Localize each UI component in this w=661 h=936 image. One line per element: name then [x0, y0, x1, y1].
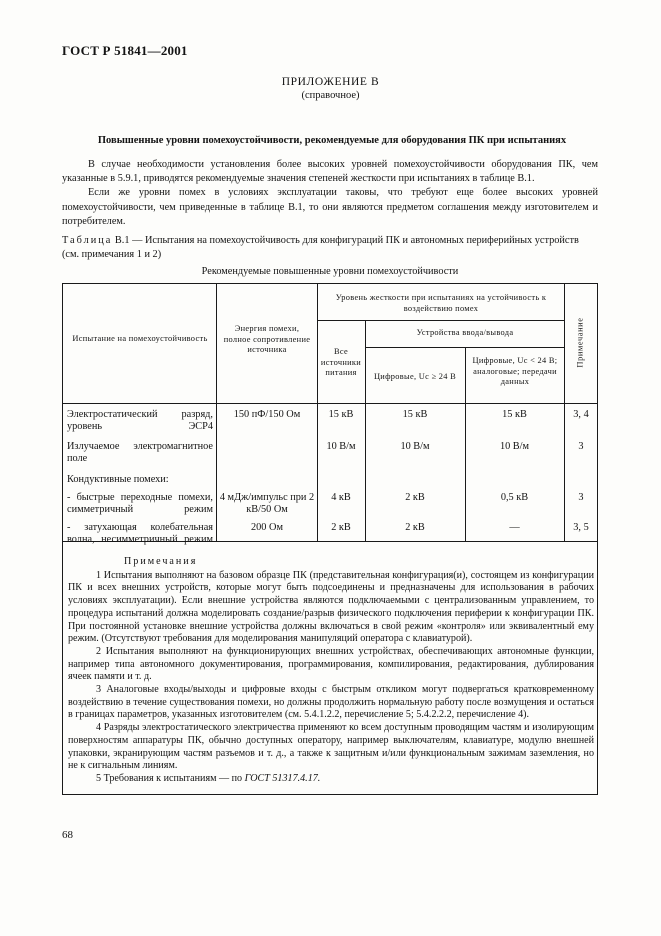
row-1-test: Электростатический разряд, уровень ЭСР4: [67, 409, 213, 432]
table-caption-prefix: Таблица: [62, 235, 113, 246]
intro-paragraph-2: Если же уровни помех в условиях эксплуатации таковы, что требуют еще более высоких уровней помехоустойчивости, чем приведенные в таблице В.1, то они являются предметом соглашения между изготовителем и потребителем.: [62, 187, 598, 227]
header-test: Испытание на помехоустойчивость: [72, 334, 208, 343]
table-subtitle: Рекомендуемые повышенные уровни помехоустойчивости: [201, 266, 459, 277]
intro-paragraph-1: В случае необходимости установления более высоких уровней помехоустойчивости оборудования ПК, чем указанные в 5.9.1, приводятся рекомендуемые значения степеней жесткости при испытаниях в таблице В.1.: [62, 159, 598, 185]
row-4-digital-ge: 2 кВ: [405, 492, 425, 503]
note-4: 4 Разряды электростатического электричества применяют ко всем доступным проводящим частям и изолирующим поверхностям аппаратуры ПК, обычно доступных оператору, например выключателям, клавиатуре, модулю внешней упаковки, экранирующим частям разъемов и т. д., а также к защитным и/или функциональным зажимам заземления, но не к сигнальным линиям.: [68, 722, 594, 772]
row-1-all-ports: 15 кВ: [328, 409, 354, 420]
note-1: 1 Испытания выполняют на базовом образце ПК (представительная конфигурация(и), состоящем из конфигурации ПК и всех внешних устройств, которые могут быть подсоединены и предназначены для использования в рабочих условиях эксплуатации). Если внешние устройства являются подключаемыми с централизованным управлением, то процедура испытаний должна моделировать создание/разрыв физического подключения периферии к конфигурации ПК. При постоянной установке внешние устройства должны включаться в свой режим «контроля» или эквивалентный ему режим. (Отсутствуют требования для моделирования манипуляций оператора с клавиатурой).: [68, 569, 594, 645]
header-digital-ge-24: Цифровые, Uc ≥ 24 В: [373, 372, 457, 381]
table-caption: [62, 234, 598, 262]
row-1-digital-ge: 15 кВ: [402, 409, 428, 420]
header-energy: Энергия помехи, полное сопротивление источника: [223, 324, 311, 354]
row-5-note: 3, 5: [573, 522, 589, 533]
row-2-note: 3: [578, 441, 584, 452]
note-5-text: 5 Требования к испытаниям — по: [96, 772, 243, 784]
row-2-all-ports: 10 В/м: [326, 441, 356, 452]
row-5-energy: 200 Ом: [251, 522, 283, 533]
row-2-digital-ge: 10 В/м: [400, 441, 430, 452]
section-title: Повышенные уровни помехоустойчивости, рекомендуемые для оборудования ПК при испытаниях: [97, 135, 567, 146]
note-5-standard-ref: ГОСТ 51317.4.17.: [244, 772, 321, 784]
row-4-note: 3: [578, 492, 584, 503]
row-5-digital-ge: 2 кВ: [405, 522, 425, 533]
header-digital-lt-24-analog: Цифровые, Uc < 24 В; аналоговые; передачи данных: [472, 356, 558, 386]
header-io-devices: Устройства ввода/вывода: [416, 328, 514, 337]
table-notes: [68, 556, 594, 786]
note-3: 3 Аналоговые входы/выходы и цифровые входы с быстрым откликом могут подвергаться кратковременному воздействию в течение существования помехи, но должны продолжить нормальную работу после возмущения и остаться в границах параметров, указанных изготовителем (см. 5.4.1.2.2, перечисление 5; 5.4.2.2.2, перечисление 4).: [68, 684, 594, 721]
row-4-energy: 4 мДж/импульс при 2 кВ/50 Ом: [219, 492, 315, 515]
intro-text: [62, 158, 598, 229]
table-caption-text: В.1 — Испытания на помехоустойчивость для конфигураций ПК и автономных периферийных устройств (см. примечания 1 и 2): [62, 235, 579, 260]
page-number: 68: [62, 829, 73, 841]
header-all-ports: Все источники питания: [320, 347, 362, 377]
header-notes: Примечание: [575, 317, 585, 368]
row-4-digital-lt: 0,5 кВ: [500, 492, 529, 503]
document-code: ГОСТ Р 51841—2001: [62, 43, 188, 58]
note-5: [68, 773, 594, 786]
row-5-digital-lt: —: [509, 522, 520, 533]
row-1-energy: 150 пФ/150 Ом: [233, 409, 301, 420]
row-4-test: - быстрые переходные помехи, симметричный режим: [67, 492, 213, 515]
row-3-test: Кондуктивные помехи:: [67, 474, 169, 485]
row-5-all-ports: 2 кВ: [331, 522, 351, 533]
notes-heading: Примечания: [124, 556, 198, 567]
row-2-test: Излучаемое электромагнитное поле: [67, 441, 213, 464]
row-1-digital-lt: 15 кВ: [502, 409, 527, 420]
row-5-test: - затухающая колебательная волна, несимметричный режим: [67, 522, 213, 545]
row-4-all-ports: 4 кВ: [331, 492, 351, 503]
row-2-digital-lt: 10 В/м: [499, 441, 530, 452]
header-severity: Уровень жесткости при испытаниях на устойчивость к воздействию помех: [335, 293, 547, 313]
note-2: 2 Испытания выполняют на функционирующих внешних устройствах, обеспечивающих автономные функции, например типа автономного документирования, программирования, компилирования, редактирования, дублирования ячеек памяти и т. д.: [68, 645, 594, 683]
row-1-note: 3, 4: [573, 409, 589, 420]
appendix-title: ПРИЛОЖЕНИЕ В: [281, 76, 380, 88]
appendix-subtitle: (справочное): [301, 90, 360, 101]
